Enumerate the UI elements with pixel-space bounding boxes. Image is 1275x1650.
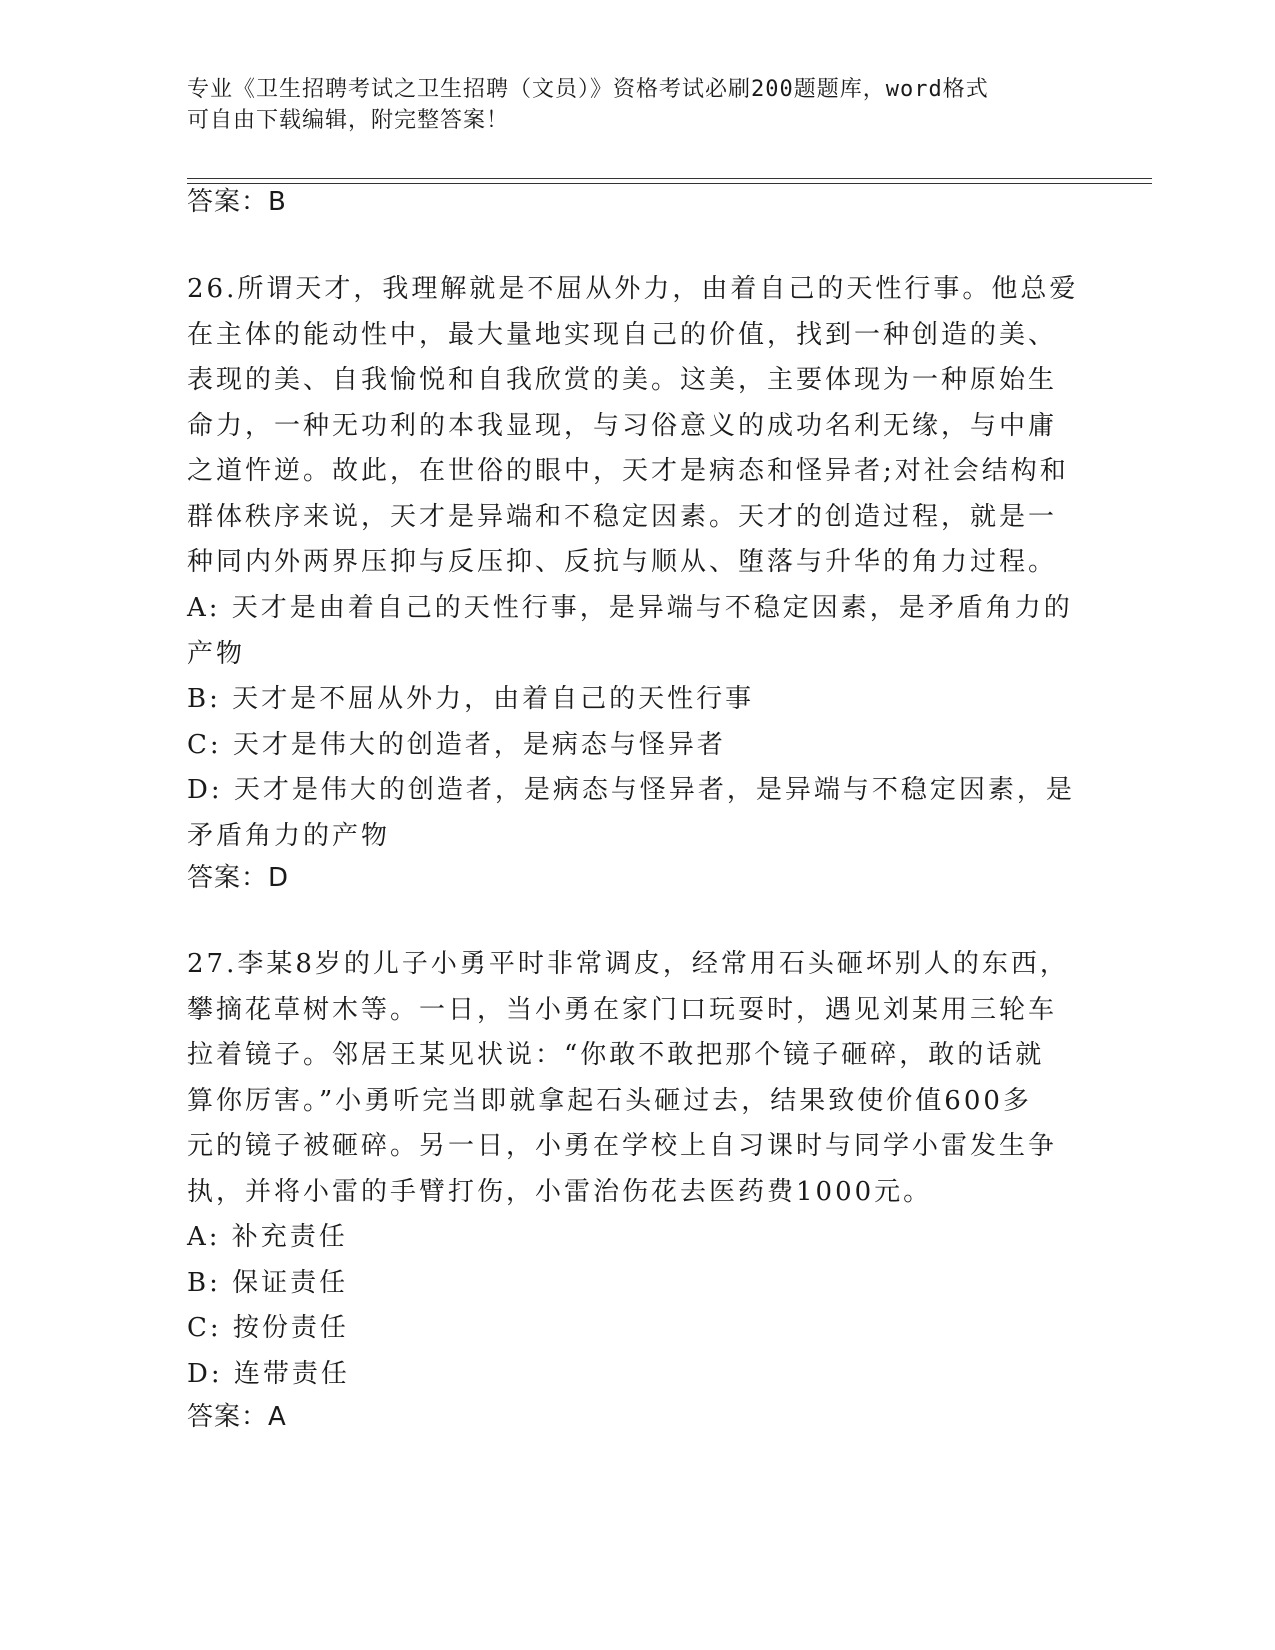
question-27-answer: 答案：A xyxy=(187,1402,287,1432)
question-26-line: 26.所谓天才，我理解就是不屈从外力，由着自己的天性行事。他总爱 xyxy=(187,274,1079,304)
question-26-line: 群体秩序来说，天才是异端和不稳定因素。天才的创造过程，就是一 xyxy=(187,501,1058,532)
question-26-option-d-continued: 矛盾角力的产物 xyxy=(187,820,391,851)
question-26-line: 命力，一种无功利的本我显现，与习俗意义的成功名利无缘，与中庸 xyxy=(187,410,1058,441)
question-26-option-b: B: 天才是不屈从外力，由着自己的天性行事 xyxy=(187,684,755,714)
header-line-1: 专业《卫生招聘考试之卫生招聘（文员）》资格考试必刷200题题库，word格式 xyxy=(187,77,989,102)
question-26-option-c: C: 天才是伟大的创造者，是病态与怪异者 xyxy=(187,729,726,760)
question-27-options xyxy=(187,1215,1077,1397)
question-26-options xyxy=(187,586,1077,859)
question-26-line: 表现的美、自我愉悦和自我欣赏的美。这美，主要体现为一种原始生 xyxy=(187,365,1058,395)
question-27-line: 拉着镜子。邻居王某见状说：“你敢不敢把那个镜子砸碎，敢的话就 xyxy=(187,1040,1045,1070)
question-27-line: 元的镜子被砸碎。另一日，小勇在学校上自习课时与同学小雷发生争 xyxy=(187,1131,1058,1161)
question-26-option-a-continued: 产物 xyxy=(187,638,246,669)
header-divider-bottom xyxy=(187,183,1152,184)
question-27-option-a: A: 补充责任 xyxy=(187,1222,348,1252)
question-26-line: 之道忤逆。故此，在世俗的眼中，天才是病态和怪异者;对社会结构和 xyxy=(187,456,1069,486)
question-26-answer: 答案：D xyxy=(187,863,290,893)
question-27-option-b: B: 保证责任 xyxy=(187,1267,349,1298)
question-27-line: 执，并将小雷的手臂打伤，小雷治伤花去医药费1000元。 xyxy=(187,1176,933,1207)
question-26-line: 在主体的能动性中，最大量地实现自己的价值，找到一种创造的美、 xyxy=(187,319,1058,350)
question-26-option-a: A: 天才是由着自己的天性行事，是异端与不稳定因素，是矛盾角力的 xyxy=(187,593,1073,623)
question-26-line: 种同内外两界压抑与反压抑、反抗与顺从、堕落与升华的角力过程。 xyxy=(187,547,1058,577)
header-divider-top xyxy=(187,178,1152,179)
question-26-option-d: D: 天才是伟大的创造者，是病态与怪异者，是异端与不稳定因素，是 xyxy=(187,775,1075,805)
question-27-line: 攀摘花草树木等。一日，当小勇在家门口玩耍时，遇见刘某用三轮车 xyxy=(187,994,1058,1025)
question-26-stem xyxy=(187,267,1077,586)
header-line-2: 可自由下载编辑，附完整答案！ xyxy=(187,108,510,133)
question-27-stem xyxy=(187,942,1077,1215)
document-header xyxy=(187,74,1067,136)
question-27-option-c: C: 按份责任 xyxy=(187,1313,349,1343)
question-27-line: 算你厉害。”小勇听完当即就拿起石头砸过去，结果致使价值600多 xyxy=(187,1085,1032,1116)
previous-question-answer: 答案：B xyxy=(187,187,287,217)
question-27-line: 27.李某8岁的儿子小勇平时非常调皮，经常用石头砸坏别人的东西， xyxy=(187,949,1069,979)
question-27-option-d: D: 连带责任 xyxy=(187,1358,350,1389)
